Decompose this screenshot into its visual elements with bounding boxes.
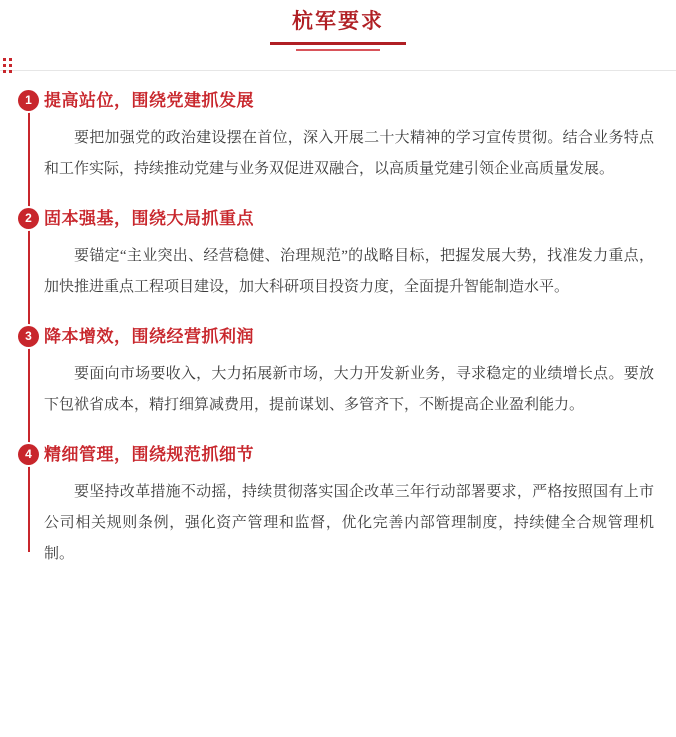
- section-number-badge: 2: [18, 208, 39, 229]
- section-title: 提高站位，围绕党建抓发展: [44, 91, 254, 110]
- title-underline: [270, 42, 406, 52]
- section-body: 要面向市场要收入，大力拓展新市场，大力开发新业务，寻求稳定的业绩增长点。要放下包袱省成本，精打细算减费用，提前谋划、多管齐下，不断提高企业盈利能力。: [44, 366, 654, 413]
- section-item: [18, 207, 658, 303]
- sections-container: [0, 71, 676, 570]
- section-body: 要坚持改革措施不动摇，持续贯彻落实国企改革三年行动部署要求，严格按照国有上市公司相关规则条例，强化资产管理和监督，优化完善内部管理制度，持续健全合规管理机制。: [44, 484, 654, 562]
- section-header: [25, 89, 658, 113]
- section-number-badge: 4: [18, 444, 39, 465]
- section-number-badge: 1: [18, 90, 39, 111]
- section-item: [18, 89, 658, 185]
- section-title: 精细管理，围绕规范抓细节: [44, 445, 254, 464]
- section-title: 固本强基，围绕大局抓重点: [44, 209, 254, 228]
- document-header: [0, 0, 676, 62]
- section-item: [18, 443, 658, 570]
- section-body: 要把加强党的政治建设摆在首位，深入开展二十大精神的学习宣传贯彻。结合业务特点和工作实际，持续推动党建与业务双促进双融合，以高质量党建引领企业高质量发展。: [44, 130, 654, 177]
- title-underline-secondary: [296, 49, 380, 51]
- section-item: [18, 325, 658, 421]
- title-underline-primary: [270, 42, 406, 45]
- section-number-badge: 3: [18, 326, 39, 347]
- section-header: [25, 207, 658, 231]
- section-title: 降本增效，围绕经营抓利润: [44, 327, 254, 346]
- section-header: [25, 443, 658, 467]
- page-title: 杭军要求: [292, 10, 384, 33]
- section-body: 要锚定“主业突出、经营稳健、治理规范”的战略目标，把握发展大势，找准发力重点，加快推进重点工程项目建设，加大科研项目投资力度，全面提升智能制造水平。: [44, 248, 654, 295]
- section-header: [25, 325, 658, 349]
